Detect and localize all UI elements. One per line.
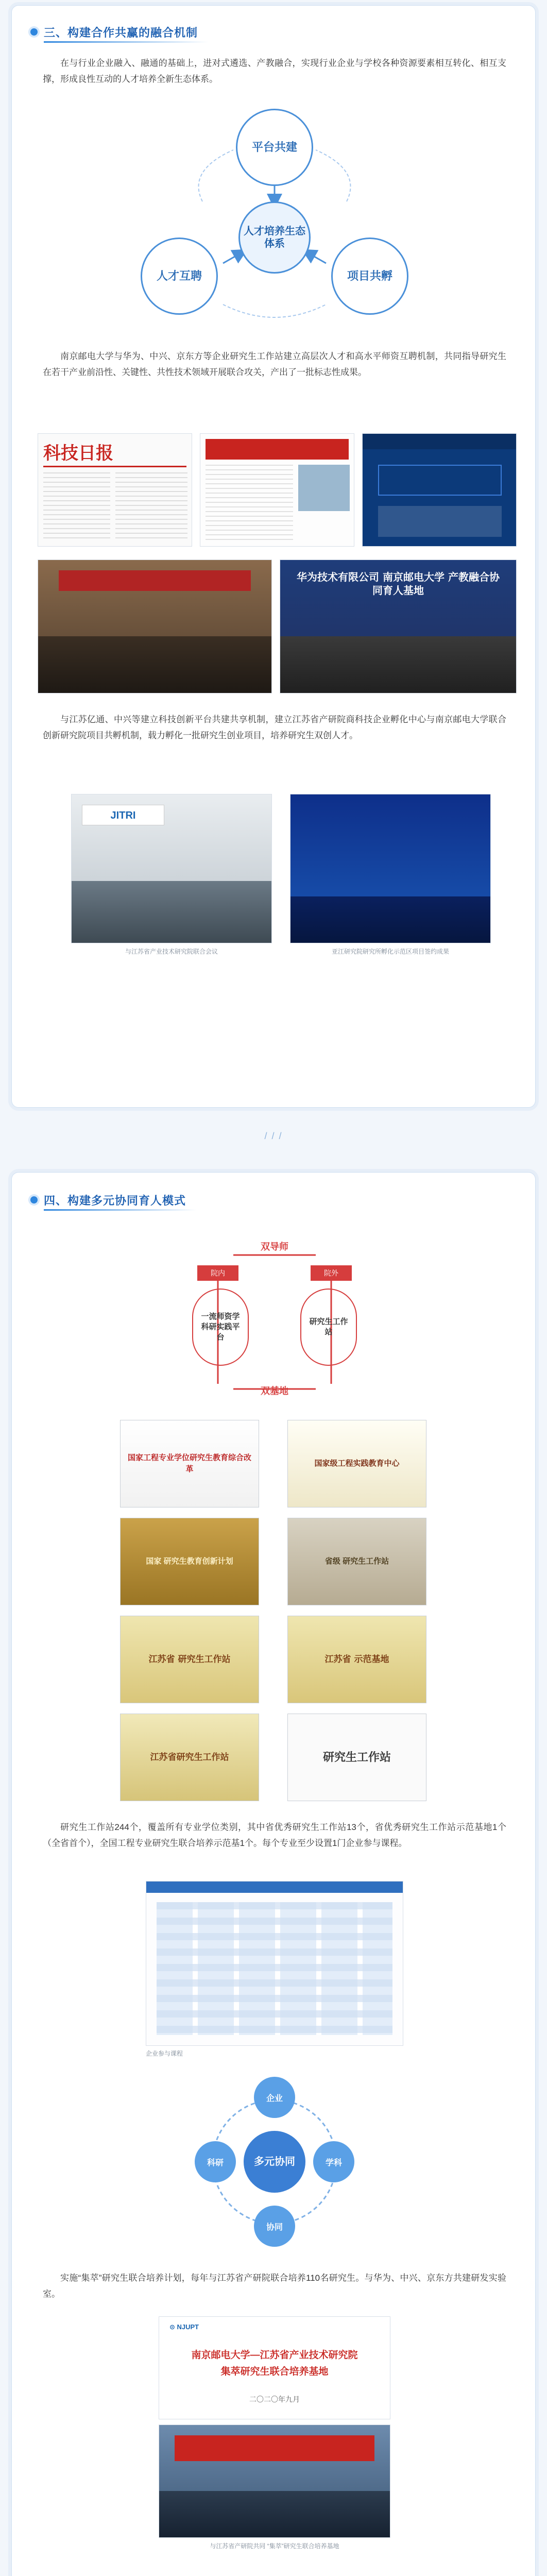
paragraph: 在与行业企业融入、融通的基础上，进对式遴选、产教融合，实现行业企业与学校各种资源要素相互转化、相互支撑，形成良性互动的人才培养全新生态体系。	[43, 58, 506, 84]
meeting-photo	[38, 560, 272, 693]
photo-caption: 亚江研究院研究所孵化示范区项目签约成果	[331, 948, 449, 955]
ecosystem-diagram	[141, 109, 408, 335]
photo-caption: 企业参与课程	[146, 2050, 183, 2057]
node-talent: 人才互聘	[141, 238, 218, 315]
web-article-image	[362, 433, 517, 547]
section-title-3: 三、构建合作共赢的融合机制	[44, 26, 198, 39]
title-underline	[44, 41, 208, 43]
label-dual-mentor: 双导师	[261, 1242, 288, 1252]
ceremony-photo	[280, 560, 517, 693]
box-workstation: 研究生工作站	[300, 1289, 357, 1366]
newspaper-image-2	[200, 433, 354, 547]
conference-photo	[71, 794, 272, 943]
section-header-4	[30, 1188, 186, 1212]
bullet-icon	[30, 28, 38, 36]
paragraph: 南京邮电大学与华为、中兴、京东方等企业研究生工作站建立高层次人才和高水平师资互聘机制，共同指导研究生在若干产业前沿性、关键性、共性技术领域开展联合攻关，产出了一批标志性成果。	[43, 351, 506, 377]
photo-caption: 与江苏省产业技术研究院联合会议	[125, 948, 218, 955]
label-external: 院外	[311, 1265, 352, 1281]
title-underline	[44, 1209, 196, 1211]
node-project: 项目共孵	[331, 238, 408, 315]
plaque-6: 江苏省 示范基地	[287, 1616, 426, 1703]
plaque-8: 研究生工作站	[287, 1714, 426, 1801]
plaque-1: 国家工程专业学位研究生教育综合改革	[120, 1420, 259, 1507]
section-card-3	[11, 5, 536, 1108]
course-network-image	[146, 1881, 403, 2046]
banner-subtitle: 集萃研究生联合培养基地	[220, 2366, 329, 2377]
circle-bottom: 协同	[254, 2206, 295, 2247]
node-ecosystem: 人才培养生态体系	[238, 201, 311, 274]
circle-top: 企业	[254, 2077, 295, 2118]
section-divider	[0, 1121, 547, 1151]
plaque-7: 江苏省研究生工作站	[120, 1714, 259, 1801]
banner-text: 华为技术有限公司 南京邮电大学 产教融合协同育人基地	[297, 571, 500, 597]
circle-left: 科研	[195, 2141, 236, 2182]
section-card-4	[11, 1172, 536, 2576]
circle-right: 学科	[313, 2141, 354, 2182]
newspaper-image-1	[38, 433, 192, 547]
dual-mentor-diagram	[166, 1229, 383, 1404]
banner-date: 二〇二〇年九月	[249, 2395, 300, 2403]
partnership-photo	[159, 2425, 390, 2538]
plaque-3: 国家 研究生教育创新计划	[120, 1518, 259, 1605]
university-logo: ⊙ NJUPT	[169, 2323, 199, 2331]
circle-center: 多元协同	[244, 2131, 305, 2193]
section-title-4: 四、构建多元协同育人模式	[44, 1194, 186, 1207]
bullet-icon	[30, 1196, 38, 1204]
partnership-plaque	[159, 2316, 390, 2419]
photo-caption: 与江苏省产研院共同 “集萃”研究生联合培养基地	[210, 2543, 339, 2550]
label-internal: 院内	[197, 1265, 238, 1281]
paragraph	[43, 2574, 506, 2576]
plaque-5: 江苏省 研究生工作站	[120, 1616, 259, 1703]
section-header-3	[30, 20, 198, 44]
newspaper-masthead: 科技日报	[43, 443, 113, 464]
signing-photo	[290, 794, 491, 943]
box-internal-platform: 一流师资学科研实践平台	[192, 1289, 249, 1366]
paragraph: 与江苏亿通、中兴等建立科技创新平台共建共享机制，建立江苏省产研院商科技企业孵化中心与南京邮电大学联合创新研究院项目共孵机制，载力孵化一批研究生创业项目，培养研究生双创人才。	[43, 715, 506, 740]
label-dual-base: 双基地	[261, 1386, 288, 1396]
banner-title: 南京邮电大学—江苏省产业技术研究院	[191, 2350, 358, 2361]
node-platform: 平台共建	[236, 109, 313, 186]
paragraph: 实施“集萃”研究生联合培养计划，每年与江苏省产研院联合培养110名研究生。与华为、中兴、京东方共建研发实验室。	[43, 2273, 506, 2299]
plaque-2: 国家级工程实践教育中心	[287, 1420, 426, 1507]
brand-sign: JITRI	[82, 805, 164, 825]
divider-dashes: / / /	[264, 1131, 283, 1141]
plaque-4: 省级 研究生工作站	[287, 1518, 426, 1605]
paragraph: 研究生工作站244个，覆盖所有专业学位类别，其中省优秀研究生工作站13个，省优秀研究生工作站示范基地1个（全省首个），全国工程专业研究生联合培养示范基1个。每个专业至少设置1门企业参与课程。	[43, 1822, 506, 1848]
multi-collab-diagram	[182, 2069, 367, 2255]
